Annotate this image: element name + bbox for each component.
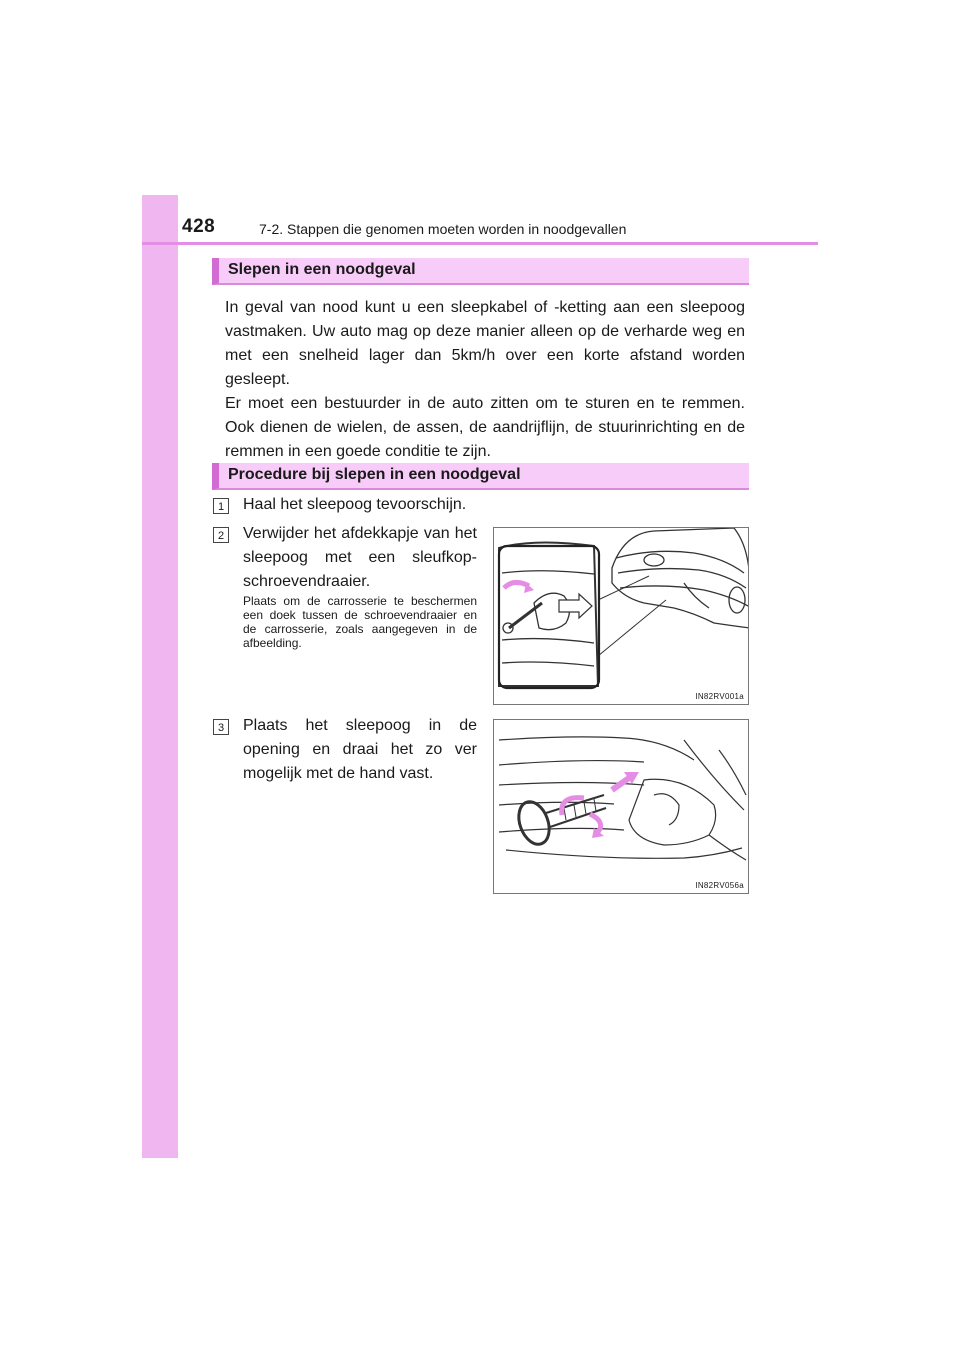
figure-code: IN82RV001a bbox=[695, 692, 744, 701]
step-number-2: 2 bbox=[213, 527, 229, 543]
intro-text bbox=[225, 296, 745, 464]
paragraph: In geval van nood kunt u een sleepkabel of -ketting aan een sleepoog vastmaken. Uw auto mag op deze manier alleen op de verharde weg en met een snelheid lager dan 5km/h over een korte afstand worden gesleept. bbox=[225, 299, 745, 388]
section-title: Slepen in een noodgeval bbox=[228, 261, 416, 278]
paragraph: Er moet een bestuurder in de auto zitten om te sturen en te remmen. Ook dienen de wielen, de assen, de aandrijflijn, de stuurinrichting en de remmen in een goede conditie te zijn. bbox=[225, 395, 745, 460]
figure-code: IN82RV056a bbox=[695, 881, 744, 890]
step-2-text: Verwijder het afdekkapje van het sleepoog met een sleufkop-schroevendraaier. bbox=[243, 525, 477, 590]
figure-install-eyelet bbox=[493, 719, 749, 894]
step-number-3: 3 bbox=[213, 719, 229, 735]
step-number-1: 1 bbox=[213, 498, 229, 514]
header-rule bbox=[142, 242, 818, 245]
section-title: Procedure bij slepen in een noodgeval bbox=[228, 466, 521, 483]
step-2-note: Plaats om de carrosserie te beschermen een doek tussen de schroevendraaier en de carrosserie, zoals aangegeven in de afbeelding. bbox=[243, 594, 477, 650]
step-3-text: Plaats het sleepoog in de opening en draai het zo ver mogelijk met de hand vast. bbox=[243, 717, 477, 782]
install-towing-eyelet-illustration-icon bbox=[494, 720, 749, 894]
figure-remove-cover bbox=[493, 527, 749, 705]
section-heading-procedure bbox=[212, 463, 749, 490]
step-1-text: Haal het sleepoog tevoorschijn. bbox=[243, 496, 467, 513]
chapter-side-band bbox=[142, 195, 178, 1158]
remove-cover-illustration-icon bbox=[494, 528, 749, 705]
page-number: 428 bbox=[182, 216, 216, 237]
section-heading-towing bbox=[212, 258, 749, 285]
chapter-title: 7-2. Stappen die genomen moeten worden in noodgevallen bbox=[259, 221, 627, 237]
